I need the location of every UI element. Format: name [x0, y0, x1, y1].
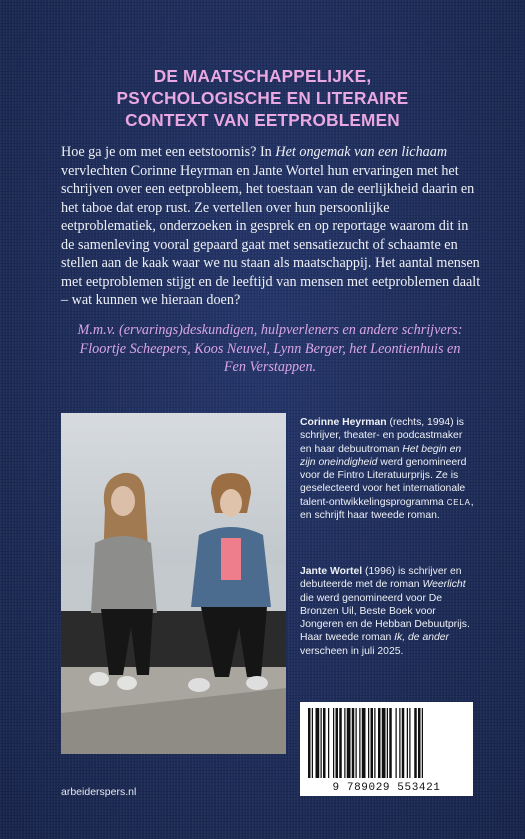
barcode-bar	[422, 708, 423, 778]
headline	[40, 65, 485, 131]
barcode-bar	[402, 708, 405, 778]
publisher-url: arbeiderspers.nl	[61, 786, 137, 798]
headline-line-3: CONTEXT VAN EETPROBLEMEN	[125, 109, 400, 130]
barcode-bar	[336, 708, 339, 778]
barcode-bar	[382, 708, 386, 778]
barcode-bar	[323, 708, 326, 778]
barcode-bar	[339, 708, 342, 778]
headline-line-2: PSYCHOLOGISCHE EN LITERAIRE	[116, 87, 409, 108]
barcode-bar	[316, 708, 320, 778]
bio1-text-3: , en schrijft haar tweede roman.	[300, 496, 474, 522]
bio2-text-1: (1996) is schrijver en debuteerde met de roman	[300, 566, 462, 591]
barcode-bar	[368, 708, 369, 778]
barcode-bar	[374, 708, 375, 778]
isbn-number: 9 789029 553421	[332, 782, 441, 794]
barcode-bar	[359, 708, 360, 778]
author-photo-illustration	[61, 413, 286, 754]
bio1-book-title: Het begin en zijn oneindigheid	[300, 443, 462, 468]
barcode-bar	[352, 708, 355, 778]
barcode-bar	[418, 708, 421, 778]
barcode-bar	[399, 708, 400, 778]
bio1-text-1: (rechts, 1994) is schrijver, theater- en podcastmaker en haar debuutroman	[300, 417, 465, 455]
barcode-bar	[414, 708, 417, 778]
barcode-bar	[321, 708, 322, 778]
bio2-text-3: verscheen in juli 2025.	[300, 645, 404, 657]
headline-line-1: DE MAATSCHAPPELIJKE,	[153, 65, 372, 86]
barcode-bar	[409, 708, 410, 778]
bio1-program: CELA	[446, 497, 471, 507]
barcode-bar	[387, 708, 388, 778]
barcode-bar	[378, 708, 381, 778]
barcode-bar	[396, 708, 397, 778]
barcode-bar	[407, 708, 408, 778]
barcode-bar	[312, 708, 313, 778]
barcode-bars	[306, 708, 467, 778]
barcode-bar	[344, 708, 345, 778]
author-bio-corinne	[300, 416, 475, 522]
barcode-bar	[328, 708, 329, 778]
isbn-barcode	[300, 702, 473, 796]
barcode-bar	[362, 708, 366, 778]
bio2-book-title-2: Ik, de ander	[394, 632, 450, 644]
barcode-bar	[371, 708, 374, 778]
bio1-text-2: werd genomineerd voor de Fintro Literatuurprijs. Ze is geselecteerd voor het internationale talent-ontwikkelingsprogramma	[300, 456, 467, 508]
intro-part-1: Hoe ga je om met een eetstoornis? In	[61, 144, 276, 160]
author-bio-jante	[300, 565, 475, 658]
barcode-bar	[308, 708, 311, 778]
credits: M.m.v. (ervarings)deskundigen, hulpverleners en andere schrijvers: Floortje Scheepers, Koos Neuvel, Lynn Berger, het Leontienhuis en Fen Verstappen.	[77, 322, 463, 375]
barcode-bar	[333, 708, 334, 778]
author-name-jante: Jante Wortel	[300, 566, 363, 577]
author-photo	[61, 413, 286, 754]
barcode-bar	[389, 708, 392, 778]
barcode-bar	[347, 708, 351, 778]
bio2-text-2: die werd genomineerd voor De Bronzen Uil, Beste Boek voor Jongeren en de Hebban Debuutprijs. Haar tweede roman	[300, 592, 470, 644]
intro-part-2: vervlechten Corinne Heyrman en Jante Wortel hun ervaringen met het schrijven over een eetprobleem, het toestaan van de eerlijkheid daarin en het taboe dat erop rust. Ze vertellen over hun persoonlijke eetproblematiek, onderzoeken in gesprek en op reportage waarom dit in de samenleving vooral gepaard gaat met sensatiezucht of schaamte en stellen aan de kaak waar we nu staan als maatschappij. Het aantal mensen met eetproblemen stijgt en de leeftijd van mensen met eetproblemen daalt – wat kunnen we hieraan doen?	[61, 162, 481, 308]
barcode-bar	[356, 708, 357, 778]
author-name-corinne: Corinne Heyrman	[300, 417, 387, 428]
intro-paragraph	[61, 143, 481, 310]
intro-book-title: Het ongemak van een lichaam	[275, 144, 448, 160]
bio2-book-title-1: Weerlicht	[422, 579, 466, 591]
